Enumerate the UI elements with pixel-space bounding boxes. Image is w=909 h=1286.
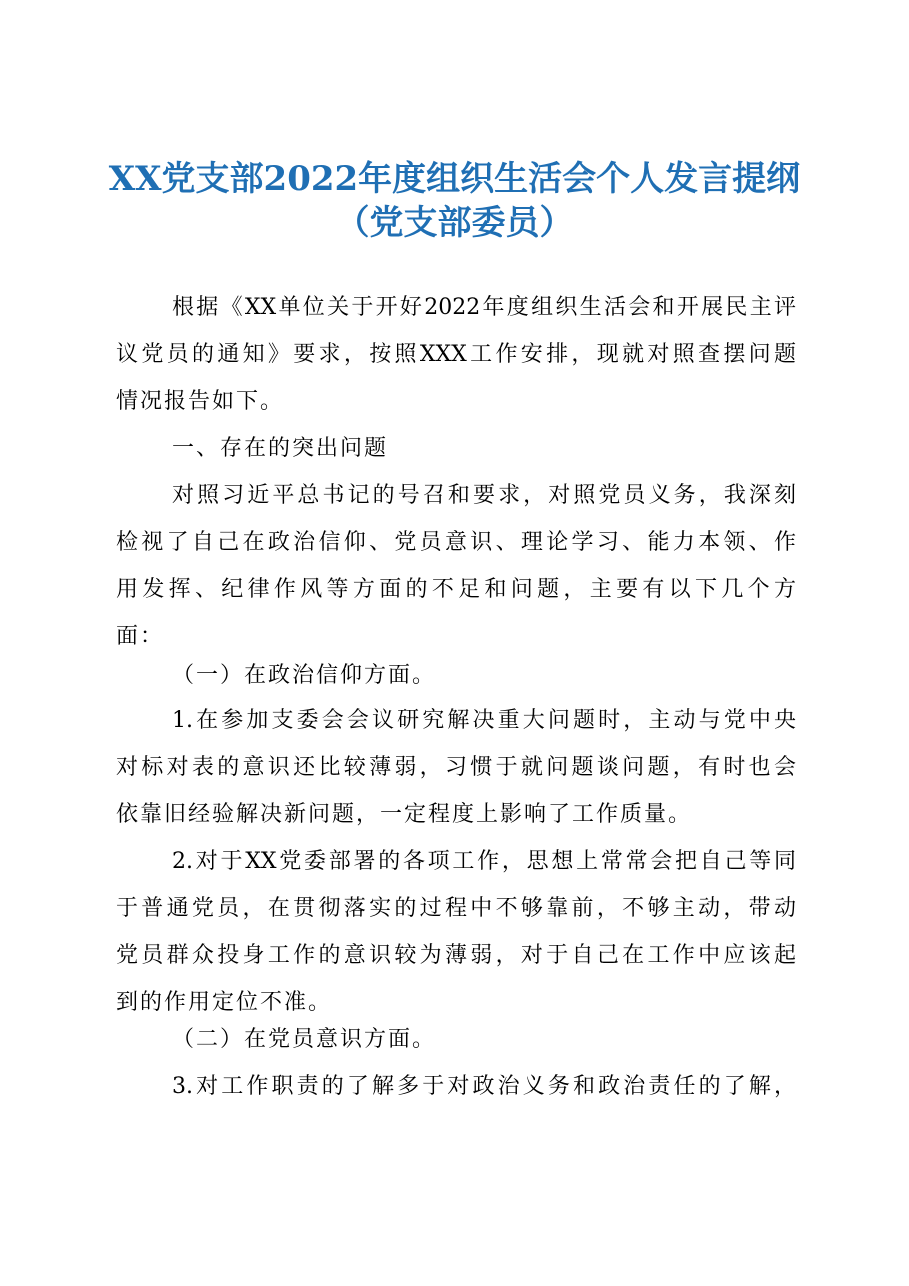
subsection-heading: （二）在党员意识方面。	[172, 1027, 437, 1052]
body-line: 党员群众投身工作的意识较为薄弱，对于自己在工作中应该起	[116, 943, 796, 968]
body-line: 1.在参加支委会会议研究解决重大问题时，主动与党中央	[172, 708, 796, 733]
body-line: 对标对表的意识还比较薄弱，习惯于就问题谈问题，有时也会	[116, 755, 796, 780]
body-line: 检视了自己在政治信仰、党员意识、理论学习、能力本领、作	[116, 530, 796, 555]
body-line: 根据《XX单位关于开好2022年度组织生活会和开展民主评	[172, 295, 796, 320]
document-subtitle: （党支部委员）	[335, 203, 574, 243]
document-title: XX党支部2022年度组织生活会个人发言提纲	[108, 159, 801, 199]
body-line: 面：	[116, 624, 165, 649]
body-line: 3.对工作职责的了解多于对政治义务和政治责任的了解，	[172, 1074, 796, 1099]
body-line: 议党员的通知》要求，按照XXX工作安排，现就对照查摆问题	[116, 342, 796, 367]
body-line: 到的作用定位不准。	[116, 990, 333, 1015]
body-line: 用发挥、纪律作风等方面的不足和问题，主要有以下几个方	[116, 577, 796, 602]
body-line: 2.对于XX党委部署的各项工作，思想上常常会把自己等同	[172, 849, 796, 874]
body-line: 于普通党员，在贯彻落实的过程中不够靠前，不够主动，带动	[116, 896, 796, 921]
subsection-heading: （一）在政治信仰方面。	[172, 663, 437, 688]
body-line: 情况报告如下。	[116, 389, 285, 414]
body-line: 对照习近平总书记的号召和要求，对照党员义务，我深刻	[172, 483, 796, 508]
section-heading: 一、存在的突出问题	[172, 436, 389, 461]
body-line: 依靠旧经验解决新问题，一定程度上影响了工作质量。	[116, 802, 693, 827]
